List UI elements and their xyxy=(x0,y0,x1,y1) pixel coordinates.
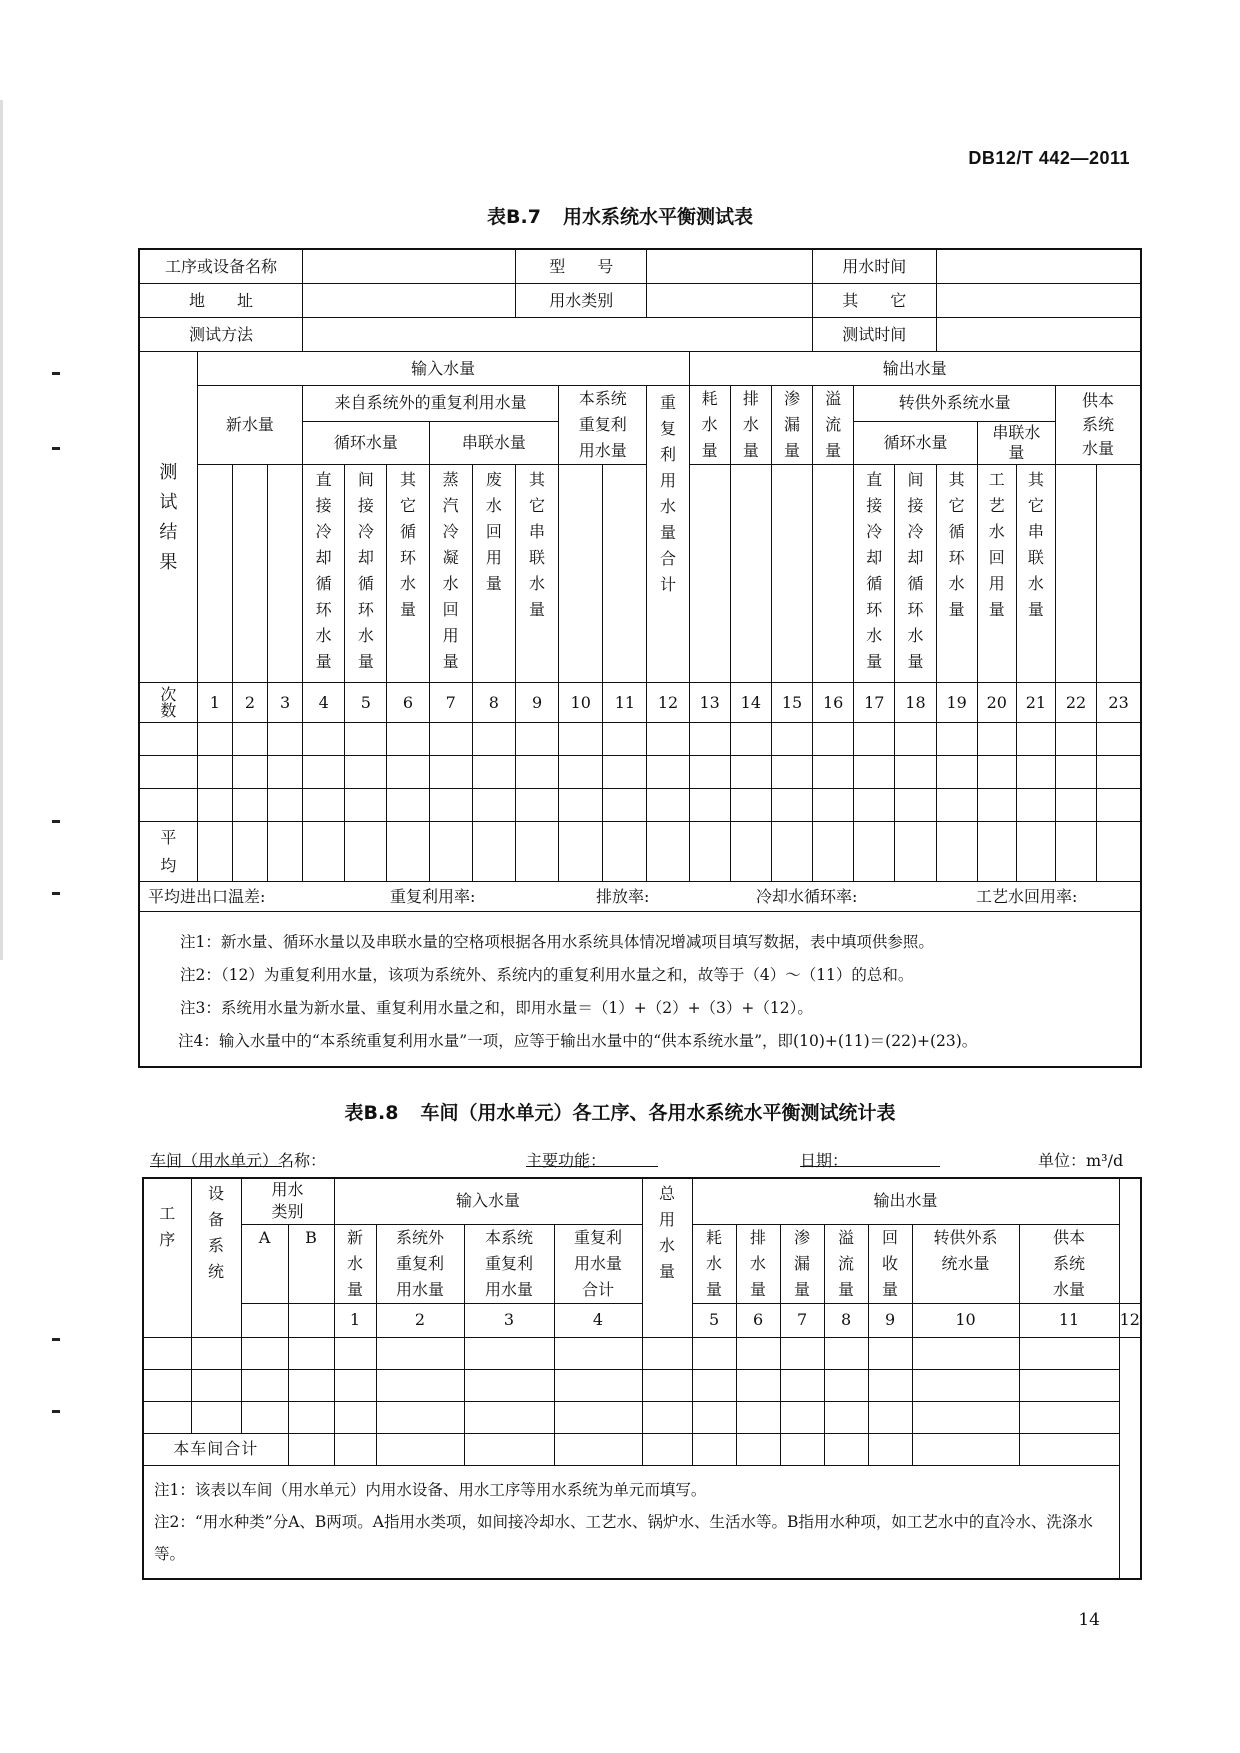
leak-header: 渗 漏 量 xyxy=(771,386,812,465)
column-number: 10 xyxy=(912,1303,1019,1337)
column-number: 8 xyxy=(472,683,515,723)
column-number: 1 xyxy=(334,1303,376,1337)
transfer-out-header: 转供外系统水量 xyxy=(854,386,1056,422)
out-process-reuse-header: 工 艺 水 回 用 量 xyxy=(977,465,1016,683)
table-row xyxy=(143,1401,1141,1433)
column-number: 12 xyxy=(647,683,689,723)
function-input[interactable] xyxy=(526,1148,658,1167)
overflow-header: 溢 流 量 xyxy=(824,1224,868,1303)
column-number: 6 xyxy=(736,1303,780,1337)
count-label: 次 数 xyxy=(139,683,197,723)
new-water-col-2 xyxy=(232,465,267,683)
discharge-header: 排 水 量 xyxy=(730,386,771,465)
addr-label: 地 址 xyxy=(139,284,303,318)
discharge-rate-label: 排放率: xyxy=(596,887,650,906)
reuse-rate-label: 重复利用率: xyxy=(390,887,476,906)
date-input[interactable] xyxy=(800,1148,940,1167)
column-number: 1 xyxy=(197,683,232,723)
out-indirect-cool-header: 间 接 冷 却 循 环 水 量 xyxy=(895,465,936,683)
steam-header: 蒸 汽 冷 凝 水 回 用 量 xyxy=(429,465,472,683)
reuse-total-header: 重 复 利 用 水 量 合 计 xyxy=(647,386,689,683)
discharge-header: 排 水 量 xyxy=(736,1224,780,1303)
note-3: 注3：系统用水量为新水量、重复利用水量之和，即用水量＝（1）+（2）+（3）+（12）。 xyxy=(180,999,813,1017)
summary-row xyxy=(139,882,1141,912)
column-number: 2 xyxy=(376,1303,464,1337)
column-number: 19 xyxy=(936,683,977,723)
table-row xyxy=(139,789,1141,822)
other-value[interactable] xyxy=(936,284,1141,318)
caption-title: 用水系统水平衡测试表 xyxy=(562,206,753,228)
total-label: 本车间合计 xyxy=(143,1433,288,1465)
workshop-input[interactable] xyxy=(150,1148,282,1167)
input-water-header: 输入水量 xyxy=(334,1178,642,1224)
test-results-label: 测 试 结 果 xyxy=(139,352,197,683)
type-a-header: A xyxy=(241,1224,288,1303)
column-number: 15 xyxy=(771,683,812,723)
column-number: 23 xyxy=(1097,683,1141,723)
scan-mark xyxy=(52,1338,60,1341)
discharge-col xyxy=(730,465,771,683)
method-value[interactable] xyxy=(303,318,813,352)
data-cell[interactable] xyxy=(139,723,197,756)
out-circ-header: 循环水量 xyxy=(854,421,977,464)
direct-cool-header: 直 接 冷 却 循 环 水 量 xyxy=(303,465,345,683)
column-number: 7 xyxy=(780,1303,824,1337)
column-number: 12 xyxy=(1119,1303,1141,1337)
column-number: 3 xyxy=(267,683,302,723)
caption-title: 车间（用水单元）各工序、各用水系统水平衡测试统计表 xyxy=(420,1102,896,1124)
equip-header: 设 备 系 统 xyxy=(191,1178,241,1337)
sys-reuse-col-2 xyxy=(603,465,647,683)
overflow-header: 溢 流 量 xyxy=(813,386,854,465)
total-use-header: 总 用 水 量 xyxy=(642,1178,692,1337)
type-label: 用水类别 xyxy=(515,284,647,318)
column-number: 20 xyxy=(977,683,1016,723)
column-number: 8 xyxy=(824,1303,868,1337)
table-row xyxy=(139,756,1141,789)
table-b8 xyxy=(142,1177,1142,1580)
column-number: 4 xyxy=(554,1303,642,1337)
table-b8-notes xyxy=(143,1465,1119,1579)
time-value[interactable] xyxy=(936,249,1141,284)
cool-rate-label: 冷却水循环率: xyxy=(756,887,858,906)
consume-col xyxy=(689,465,730,683)
note-2: 注2：“用水种类”分A、B两项。A指用水类项，如间接冷却水、工艺水、锅炉水、生活水等。B指用水种项，如工艺水中的直冷水、洗涤水等。 xyxy=(154,1512,1093,1563)
scan-mark xyxy=(52,892,60,895)
column-number: 6 xyxy=(387,683,429,723)
process-header: 工 序 xyxy=(143,1178,191,1337)
table-row xyxy=(143,1369,1141,1401)
leak-col xyxy=(771,465,812,683)
average-label: 平 均 xyxy=(139,822,197,882)
column-number: 9 xyxy=(868,1303,912,1337)
table-b7-notes xyxy=(139,912,1141,1068)
reuse-total-header: 重复利 用水量 合计 xyxy=(554,1224,642,1303)
note-1: 注1：该表以车间（用水单元）内用水设备、用水工序等用水系统为单元而填写。 xyxy=(154,1480,707,1499)
column-number: 14 xyxy=(730,683,771,723)
indirect-cool-header: 间 接 冷 却 循 环 水 量 xyxy=(345,465,387,683)
table-b7-caption xyxy=(0,202,1240,229)
column-number: 16 xyxy=(813,683,854,723)
column-number: 5 xyxy=(345,683,387,723)
use-type-header: 用水 类别 xyxy=(241,1178,334,1224)
test-time-value[interactable] xyxy=(936,318,1141,352)
other-circ-header: 其 它 循 环 水 量 xyxy=(387,465,429,683)
circulating-header: 循环水量 xyxy=(303,421,429,464)
time-label: 用水时间 xyxy=(813,249,936,284)
column-number: 18 xyxy=(895,683,936,723)
column-number: 21 xyxy=(1016,683,1055,723)
series-header: 串联水量 xyxy=(429,421,559,464)
transfer-out-header: 转供外系 统水量 xyxy=(912,1224,1019,1303)
leak-header: 渗 漏 量 xyxy=(780,1224,824,1303)
reuse-outside-header: 来自系统外的重复利用水量 xyxy=(303,386,559,422)
type-b-num xyxy=(288,1303,334,1337)
unit-label: 单位：m³/d xyxy=(1038,1151,1124,1170)
out-series-header: 串联水 量 xyxy=(977,421,1055,464)
out-other-series-header: 其 它 串 联 水 量 xyxy=(1016,465,1055,683)
waste-reuse-header: 废 水 回 用 量 xyxy=(472,465,515,683)
supply-sys-col-1 xyxy=(1055,465,1096,683)
outside-reuse-header: 系统外 重复利 用水量 xyxy=(376,1224,464,1303)
average-row xyxy=(139,822,1141,882)
table-b8-caption xyxy=(0,1098,1240,1125)
new-water-header: 新水量 xyxy=(197,386,302,465)
caption-number: 表B.7 xyxy=(487,206,541,228)
column-number: 2 xyxy=(232,683,267,723)
total-row xyxy=(143,1433,1141,1465)
output-water-header: 输出水量 xyxy=(692,1178,1119,1224)
name-label: 工序或设备名称 xyxy=(139,249,303,284)
scan-mark xyxy=(52,820,60,823)
process-rate-label: 工艺水回用率: xyxy=(976,887,1078,906)
out-direct-cool-header: 直 接 冷 却 循 环 水 量 xyxy=(854,465,895,683)
column-number: 7 xyxy=(429,683,472,723)
type-a-num xyxy=(241,1303,288,1337)
name-value[interactable] xyxy=(303,249,516,284)
out-other-circ-header: 其 它 循 环 水 量 xyxy=(936,465,977,683)
table-row xyxy=(143,1337,1141,1369)
table-b7 xyxy=(138,248,1142,1068)
type-value[interactable] xyxy=(647,284,813,318)
column-number: 11 xyxy=(603,683,647,723)
overflow-col xyxy=(813,465,854,683)
sys-reuse-col-1 xyxy=(559,465,603,683)
column-number: 11 xyxy=(1019,1303,1119,1337)
supply-sys-header: 供本 系统 水量 xyxy=(1019,1224,1119,1303)
column-number: 9 xyxy=(515,683,558,723)
note-4: 注4：输入水量中的“本系统重复利用水量”一项，应等于输出水量中的“供本系统水量”，即(10)+(11)＝(22)+(23)。 xyxy=(178,1032,978,1050)
consume-header: 耗 水 量 xyxy=(689,386,730,465)
scan-mark xyxy=(52,447,60,450)
summary-cell xyxy=(139,882,1141,912)
scan-edge xyxy=(0,100,3,960)
model-value[interactable] xyxy=(647,249,813,284)
recover-header: 回 收 量 xyxy=(868,1224,912,1303)
method-label: 测试方法 xyxy=(139,318,303,352)
new-water-col-3 xyxy=(267,465,302,683)
consume-header: 耗 水 量 xyxy=(692,1224,736,1303)
supply-sys-col-2 xyxy=(1097,465,1141,683)
note-1: 注1：新水量、循环水量以及串联水量的空格项根据各用水系统具体情况增减项目填写数据，表中填项供参照。 xyxy=(180,933,934,951)
column-number: 17 xyxy=(854,683,895,723)
sys-reuse-header: 本系统 重复利 用水量 xyxy=(464,1224,554,1303)
column-number: 3 xyxy=(464,1303,554,1337)
document-code: DB12/T 442—2011 xyxy=(968,148,1130,168)
column-number: 4 xyxy=(303,683,345,723)
type-b-header: B xyxy=(288,1224,334,1303)
scan-mark xyxy=(52,1410,60,1413)
model-label: 型 号 xyxy=(515,249,647,284)
column-number: 10 xyxy=(559,683,603,723)
supply-sys-header: 供本 系统 水量 xyxy=(1055,386,1141,465)
scan-mark xyxy=(52,372,60,375)
note-2: 注2：（12）为重复利用水量，该项为系统外、系统内的重复利用水量之和，故等于（4）～（11）的总和。 xyxy=(180,966,914,984)
page-number: 14 xyxy=(1078,1610,1100,1630)
other-series-header: 其 它 串 联 水 量 xyxy=(515,465,558,683)
output-water-header: 输出水量 xyxy=(689,352,1141,386)
column-number: 22 xyxy=(1055,683,1096,723)
caption-number: 表B.8 xyxy=(344,1102,399,1124)
new-water-header: 新 水 量 xyxy=(334,1224,376,1303)
temp-diff-label: 平均进出口温差: xyxy=(148,887,266,906)
column-number: 13 xyxy=(689,683,730,723)
sys-reuse-header: 本系统 重复利 用水量 xyxy=(559,386,647,465)
addr-value[interactable] xyxy=(303,284,516,318)
new-water-col-1 xyxy=(197,465,232,683)
test-time-label: 测试时间 xyxy=(813,318,936,352)
other-label: 其 它 xyxy=(813,284,936,318)
table-row xyxy=(139,723,1141,756)
column-number: 5 xyxy=(692,1303,736,1337)
input-water-header: 输入水量 xyxy=(197,352,689,386)
